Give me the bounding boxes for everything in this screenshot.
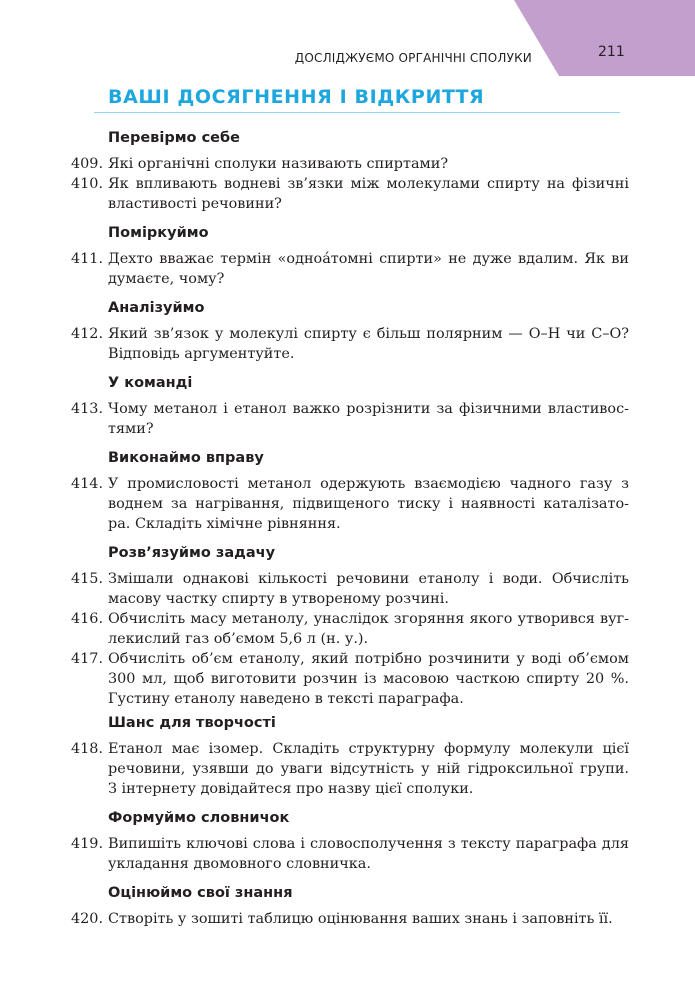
exercise-text-line: Створіть у зошиті таблицю оцінювання ваших знань і заповніть її.: [108, 911, 613, 927]
exercise-number: 413.: [71, 401, 104, 417]
exercise-text-line: думаєте, чому?: [108, 271, 225, 287]
exercise-text-line: Чому метанол і етанол важко розрізнити за фізичними властивос-: [108, 401, 629, 417]
exercise-text-line: Як впливають водневі зв’язки між молекулами спирту на фізичні: [108, 176, 629, 192]
exercise-number: 418.: [71, 741, 104, 757]
exercise-number: 419.: [71, 836, 104, 852]
exercise-text-line: Які органічні сполуки називають спиртами?: [108, 156, 449, 172]
exercise-number: 414.: [71, 476, 104, 492]
exercise-text-line: Густину етанолу наведено в тексті параграфа.: [108, 691, 464, 707]
subsection-heading: Розв’язуймо задачу: [108, 545, 276, 561]
exercise-number: 411.: [71, 251, 104, 267]
subsection-heading: Формуймо словничок: [108, 810, 290, 826]
exercise-text-line: Етанол має ізомер. Складіть структурну формулу молекули цієї: [108, 741, 629, 757]
exercise-text-line: речовини, узявши до уваги відсутність у ній гідроксильної групи.: [108, 761, 629, 777]
exercise-text-line: 300 мл, щоб виготовити розчин із масовою часткою спирту 20 %.: [108, 671, 629, 687]
exercise-text-line: Змішали однакові кількості речовини етанолу і води. Обчисліть: [108, 571, 629, 587]
subsection-heading: Оцінюймо свої знання: [108, 885, 293, 901]
corner-tab: [514, 0, 695, 76]
subsection-heading: Поміркуймо: [108, 225, 209, 241]
exercise-text-line: Дехто вважає термін «однoáтомні спирти» не дуже вдалим. Як ви: [108, 251, 629, 267]
exercise-number: 409.: [71, 156, 104, 172]
exercise-text-line: тями?: [108, 421, 154, 437]
running-header: ДОСЛІДЖУЄМО ОРГАНІЧНІ СПОЛУКИ: [294, 51, 532, 65]
exercise-text-line: Випишіть ключові слова і словосполучення з тексту параграфа для: [108, 836, 629, 852]
exercise-number: 412.: [71, 326, 104, 342]
section-title: ВАШІ ДОСЯГНЕННЯ І ВІДКРИТТЯ: [108, 86, 485, 108]
exercise-text-line: Обчисліть масу метанолу, унаслідок згоряння якого утворився вуг-: [108, 611, 629, 627]
exercise-text-line: З інтернету довідайтеся про назву цієї сполуки.: [108, 781, 474, 797]
subsection-heading: У команді: [108, 375, 193, 391]
exercise-number: 416.: [71, 611, 104, 627]
subsection-heading: Виконаймо вправу: [108, 450, 264, 466]
exercise-number: 415.: [71, 571, 104, 587]
subsection-heading: Аналізуймо: [108, 300, 205, 316]
title-divider: [94, 112, 620, 113]
exercise-text-line: ра. Складіть хімічне рівняння.: [108, 516, 341, 532]
exercise-text-line: лекислий газ об’ємом 5,6 л (н. у.).: [108, 631, 369, 647]
exercise-text-line: укладання двомовного словничка.: [108, 856, 371, 872]
subsection-heading: Перевірмо себе: [108, 130, 240, 146]
page-number: 211: [598, 44, 625, 60]
exercise-text-line: У промисловості метанол одержують взаємодією чадного газу з: [108, 476, 629, 492]
exercise-text-line: Який зв’язок у молекулі спирту є більш полярним — О–Н чи С–О?: [108, 326, 629, 342]
subsection-heading: Шанс для творчості: [108, 715, 276, 731]
exercise-text-line: воднем за нагрівання, підвищеного тиску і наявності каталізато-: [108, 496, 629, 512]
exercise-number: 420.: [71, 911, 104, 927]
exercise-text-line: масову частку спирту в утвореному розчині.: [108, 591, 449, 607]
exercise-number: 417.: [71, 651, 104, 667]
exercise-text-line: властивості речовини?: [108, 196, 282, 212]
exercise-text-line: Відповідь аргументуйте.: [108, 346, 295, 362]
exercise-text-line: Обчисліть об’єм етанолу, який потрібно розчинити у воді об’ємом: [108, 651, 629, 667]
exercise-number: 410.: [71, 176, 104, 192]
